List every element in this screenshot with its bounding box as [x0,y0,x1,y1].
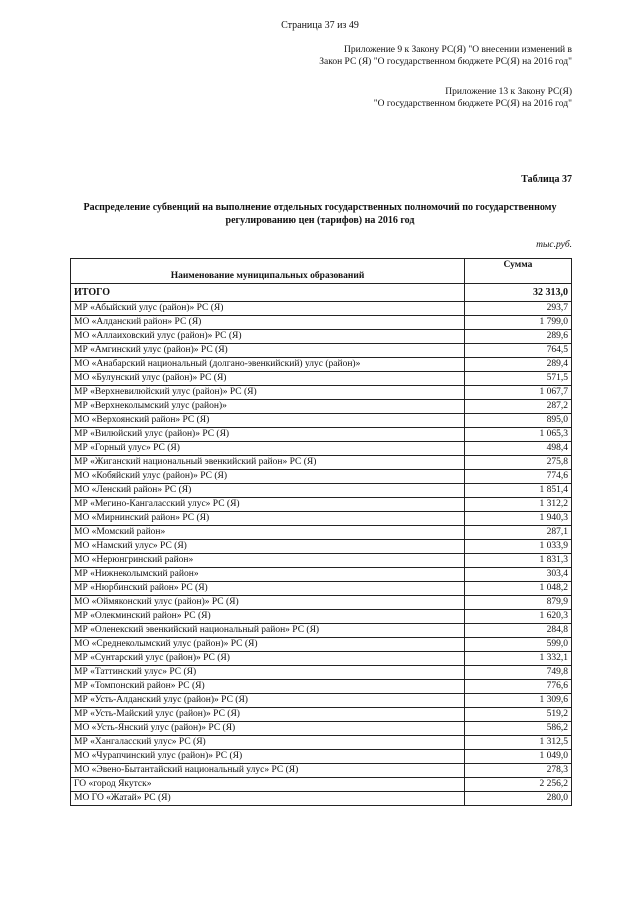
table-row [71,582,572,596]
municipality-name-cell: МО «Алданский район» РС (Я) [71,316,465,330]
table-row [71,568,572,582]
municipality-name-cell: МР «Горный улус» РС (Я) [71,442,465,456]
sum-cell: 1 067,7 [465,386,572,400]
sum-cell: 571,5 [465,372,572,386]
municipality-name-cell: МО «Верхоянский район» РС (Я) [71,414,465,428]
municipality-name-cell: МО «Эвено-Бытантайский национальный улус» РС (Я) [71,764,465,778]
table-row [71,344,572,358]
sum-cell: 303,4 [465,568,572,582]
table-row [71,610,572,624]
appendix-9-line-1: Приложение 9 к Закону РС(Я) "О внесении изменений в [344,45,572,55]
sum-cell: 749,8 [465,666,572,680]
table-row [71,540,572,554]
sum-cell: 2 256,2 [465,778,572,792]
municipality-name-cell: МР «Оленекский эвенкийский национальный район» РС (Я) [71,624,465,638]
municipality-name-cell: МР «Верхневилюйский улус (район)» РС (Я) [71,386,465,400]
table-row [71,470,572,484]
table-row [71,330,572,344]
table-row [71,638,572,652]
sum-cell: 764,5 [465,344,572,358]
municipality-name-cell: МО «Нерюнгринский район» [71,554,465,568]
table-row [71,442,572,456]
sum-cell: 1 799,0 [465,316,572,330]
appendix-13-line-2: "О государственном бюджете РС(Я) на 2016 год" [373,99,572,109]
municipality-name-cell: МО «Анабарский национальный (долгано-эвенкийский) улус (район)» [71,358,465,372]
table-row [71,792,572,806]
table-row [71,512,572,526]
table-header-row [71,259,572,284]
municipality-name-cell: МР «Сунтарский улус (район)» РС (Я) [71,652,465,666]
table-label: Таблица 37 [521,174,572,185]
appendix-13-note [374,86,572,110]
sum-cell: 287,2 [465,400,572,414]
municipality-name-cell: МО «Булунский улус (район)» РС (Я) [71,372,465,386]
table-row [71,498,572,512]
sum-cell: 1 851,4 [465,484,572,498]
document-title [70,201,570,227]
municipality-name-cell: МО «Момский район» [71,526,465,540]
table-row [71,666,572,680]
sum-cell: 1 065,3 [465,428,572,442]
sum-cell: 293,7 [465,302,572,316]
municipality-name-cell: МР «Мегино-Кангаласский улус» РС (Я) [71,498,465,512]
sum-cell: 1 048,2 [465,582,572,596]
table-row [71,302,572,316]
table-row [71,372,572,386]
municipality-name-cell: МР «Таттинский улус» РС (Я) [71,666,465,680]
municipality-name-cell: МО «Кобяйский улус (район)» РС (Я) [71,470,465,484]
municipality-name-cell: МР «Нижнеколымский район» [71,568,465,582]
appendix-13-line-1: Приложение 13 к Закону РС(Я) [445,87,572,97]
municipality-name-cell: МР «Олекминский район» РС (Я) [71,610,465,624]
municipality-name-cell: МР «Усть-Майский улус (район)» РС (Я) [71,708,465,722]
municipality-name-cell: МО «Чурапчинский улус (район)» РС (Я) [71,750,465,764]
total-sum: 32 313,0 [465,284,572,302]
sum-cell: 879,9 [465,596,572,610]
sum-cell: 1 312,2 [465,498,572,512]
sum-cell: 1 312,5 [465,736,572,750]
municipality-name-cell: МР «Нюрбинский район» РС (Я) [71,582,465,596]
total-label: ИТОГО [71,284,465,302]
header-municipality-name: Наименование муниципальных образований [71,259,465,284]
table-row [71,722,572,736]
table-row [71,764,572,778]
subventions-table [70,258,572,806]
municipality-name-cell: МО «Усть-Янский улус (район)» РС (Я) [71,722,465,736]
sum-cell: 1 620,3 [465,610,572,624]
municipality-name-cell: МР «Верхнеколымский улус (район)» [71,400,465,414]
sum-cell: 774,6 [465,470,572,484]
table-row [71,386,572,400]
table-row [71,428,572,442]
table-row [71,484,572,498]
table-row [71,624,572,638]
sum-cell: 599,0 [465,638,572,652]
municipality-name-cell: МР «Вилюйский улус (район)» РС (Я) [71,428,465,442]
sum-cell: 1 332,1 [465,652,572,666]
sum-cell: 519,2 [465,708,572,722]
table-row [71,414,572,428]
sum-cell: 1 940,3 [465,512,572,526]
document-title-line-2: регулированию цен (тарифов) на 2016 год [225,215,415,226]
municipality-name-cell: МО «Мирнинский район» РС (Я) [71,512,465,526]
sum-cell: 895,0 [465,414,572,428]
sum-cell: 275,8 [465,456,572,470]
municipality-name-cell: МР «Усть-Алданский улус (район)» РС (Я) [71,694,465,708]
municipality-name-cell: ГО «город Якутск» [71,778,465,792]
table-row [71,316,572,330]
municipality-name-cell: МО «Оймяконский улус (район)» РС (Я) [71,596,465,610]
sum-cell: 289,6 [465,330,572,344]
table-row [71,736,572,750]
sum-cell: 278,3 [465,764,572,778]
municipality-name-cell: МО «Аллаиховский улус (район)» РС (Я) [71,330,465,344]
sum-cell: 498,4 [465,442,572,456]
sum-cell: 1 033,9 [465,540,572,554]
table-row [71,456,572,470]
units-label: тыс.руб. [536,240,572,250]
sum-cell: 289,4 [465,358,572,372]
table-row [71,400,572,414]
municipality-name-cell: МО ГО «Жатай» РС (Я) [71,792,465,806]
municipality-name-cell: МО «Намский улус» РС (Я) [71,540,465,554]
sum-cell: 1 049,0 [465,750,572,764]
municipality-name-cell: МО «Среднеколымский улус (район)» РС (Я) [71,638,465,652]
municipality-name-cell: МР «Жиганский национальный эвенкийский район» РС (Я) [71,456,465,470]
sum-cell: 1 309,6 [465,694,572,708]
sum-cell: 1 831,3 [465,554,572,568]
table-row [71,652,572,666]
sum-cell: 287,1 [465,526,572,540]
table-row [71,750,572,764]
sum-cell: 280,0 [465,792,572,806]
table-row [71,596,572,610]
table-row [71,708,572,722]
appendix-9-note [319,44,572,68]
table-row [71,526,572,540]
header-sum: Сумма [465,259,572,284]
municipality-name-cell: МР «Томпонский район» РС (Я) [71,680,465,694]
sum-cell: 776,6 [465,680,572,694]
table-row [71,358,572,372]
appendix-9-line-2: Закон РС (Я) "О государственном бюджете РС(Я) на 2016 год" [319,57,572,67]
sum-cell: 284,8 [465,624,572,638]
municipality-name-cell: МО «Ленский район» РС (Я) [71,484,465,498]
municipality-name-cell: МР «Абыйский улус (район)» РС (Я) [71,302,465,316]
page-number: Страница 37 из 49 [281,20,359,31]
municipality-name-cell: МР «Хангаласский улус» РС (Я) [71,736,465,750]
municipality-name-cell: МР «Амгинский улус (район)» РС (Я) [71,344,465,358]
table-row [71,694,572,708]
document-title-line-1: Распределение субвенций на выполнение отдельных государственных полномочий по государственному [83,202,557,213]
table-row [71,778,572,792]
total-row [71,284,572,302]
sum-cell: 586,2 [465,722,572,736]
table-row [71,554,572,568]
table-row [71,680,572,694]
